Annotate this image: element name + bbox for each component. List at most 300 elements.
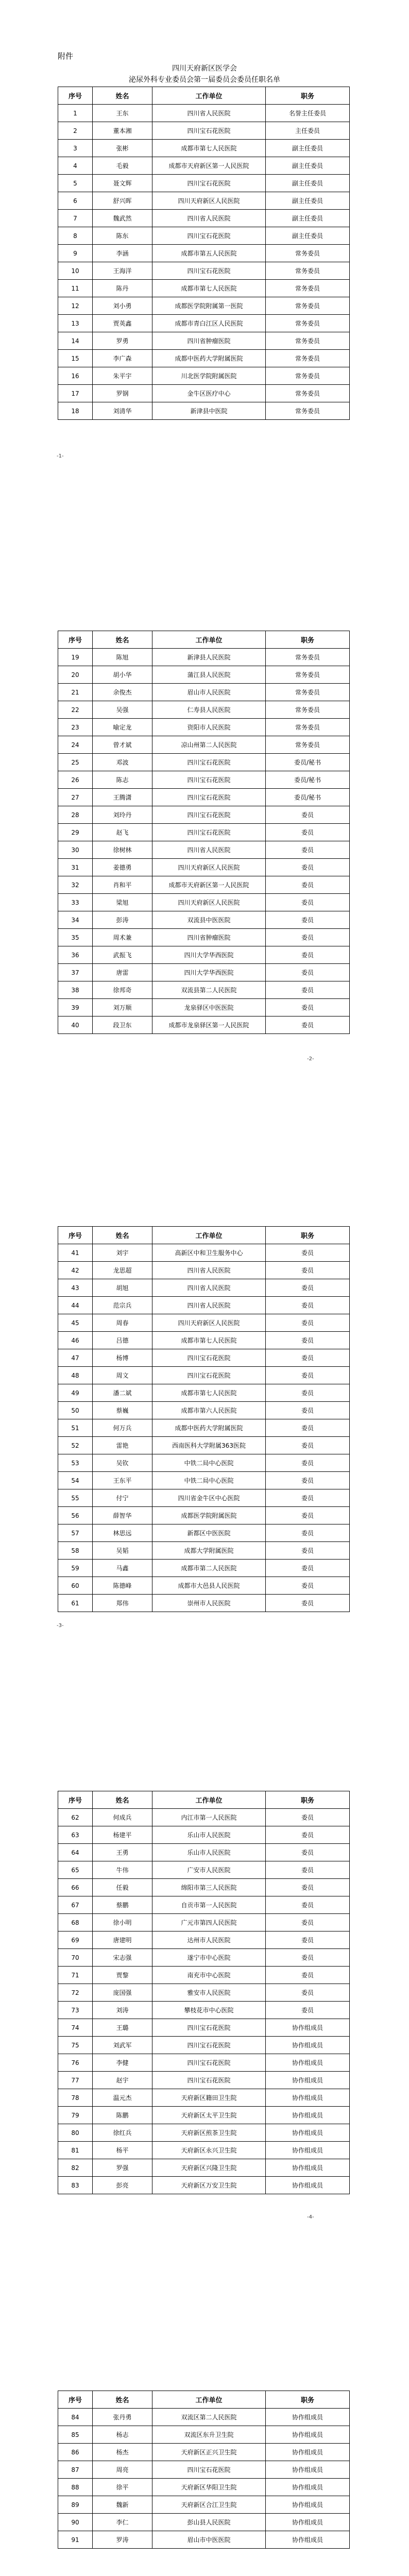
cell-workplace: 四川宝石花医院 xyxy=(152,227,266,245)
cell-workplace: 双流区第二人民医院 xyxy=(152,2409,266,2426)
cell-workplace: 天府新区合江卫生院 xyxy=(152,2496,266,2514)
cell-name: 蔡巍 xyxy=(93,1402,152,1419)
cell-name: 林思远 xyxy=(93,1524,152,1542)
cell-position: 常务委员 xyxy=(266,332,350,350)
cell-name: 贾黎 xyxy=(93,1967,152,1984)
cell-position: 协作组成员 xyxy=(266,2054,350,2072)
cell-workplace: 自贡市第一人民医院 xyxy=(152,1896,266,1914)
table-row xyxy=(58,2177,350,2194)
cell-name: 宋志强 xyxy=(93,1949,152,1967)
header-position: 职务 xyxy=(266,2391,350,2409)
table-row xyxy=(58,210,350,227)
cell-position: 常务委员 xyxy=(266,280,350,297)
cell-position: 副主任委员 xyxy=(266,140,350,157)
cell-workplace: 四川宝石花医院 xyxy=(152,2072,266,2089)
cell-seq: 29 xyxy=(58,824,93,841)
table-row xyxy=(58,2444,350,2461)
cell-seq: 4 xyxy=(58,157,93,175)
cell-seq: 71 xyxy=(58,1967,93,1984)
cell-name: 罗涛 xyxy=(93,2531,152,2549)
table-row xyxy=(58,666,350,684)
cell-name: 杨博 xyxy=(93,1349,152,1367)
cell-workplace: 成都市龙泉驿区第一人民医院 xyxy=(152,1016,266,1034)
cell-seq: 52 xyxy=(58,1437,93,1454)
cell-workplace: 成都市第二人民医院 xyxy=(152,1560,266,1577)
cell-workplace: 四川宝石花医院 xyxy=(152,122,266,140)
cell-name: 刘小勇 xyxy=(93,297,152,315)
cell-workplace: 川北医学院附属医院 xyxy=(152,367,266,385)
cell-seq: 68 xyxy=(58,1914,93,1931)
cell-name: 武振飞 xyxy=(93,946,152,964)
cell-workplace: 西南医科大学附属363医院 xyxy=(152,1437,266,1454)
cell-seq: 43 xyxy=(58,1279,93,1297)
cell-workplace: 龙泉驿区中医医院 xyxy=(152,999,266,1016)
cell-workplace: 四川天府新区人民医院 xyxy=(152,192,266,210)
table-row xyxy=(58,1297,350,1314)
cell-workplace: 四川宝石花医院 xyxy=(152,789,266,806)
cell-name: 陈旭 xyxy=(93,649,152,666)
cell-position: 委员 xyxy=(266,2002,350,2019)
cell-position: 副主任委员 xyxy=(266,175,350,192)
table-row xyxy=(58,876,350,894)
table-row xyxy=(58,649,350,666)
cell-name: 段卫东 xyxy=(93,1016,152,1034)
cell-position: 委员/秘书 xyxy=(266,754,350,771)
cell-name: 郑伟 xyxy=(93,1595,152,1612)
table-row xyxy=(58,1542,350,1560)
cell-workplace: 四川宝石花医院 xyxy=(152,1367,266,1384)
table-row xyxy=(58,1489,350,1507)
table-row xyxy=(58,999,350,1016)
cell-position: 委员 xyxy=(266,1984,350,2002)
header-seq: 序号 xyxy=(58,1227,93,1244)
cell-name: 周亮 xyxy=(93,2461,152,2479)
cell-position: 常务委员 xyxy=(266,684,350,701)
table-row xyxy=(58,1279,350,1297)
cell-workplace: 双流县中医医院 xyxy=(152,911,266,929)
cell-workplace: 眉山市中医医院 xyxy=(152,2531,266,2549)
cell-position: 名誉主任委员 xyxy=(266,105,350,122)
table-row xyxy=(58,2461,350,2479)
cell-name: 庞国强 xyxy=(93,1984,152,2002)
cell-seq: 76 xyxy=(58,2054,93,2072)
roster-table-page4 xyxy=(58,1791,350,2194)
table-row xyxy=(58,754,350,771)
cell-seq: 42 xyxy=(58,1262,93,1279)
cell-workplace: 天府新区万安卫生院 xyxy=(152,2177,266,2194)
cell-seq: 7 xyxy=(58,210,93,227)
cell-position: 委员 xyxy=(266,806,350,824)
cell-name: 陈德峰 xyxy=(93,1577,152,1595)
cell-seq: 36 xyxy=(58,946,93,964)
table-row xyxy=(58,981,350,999)
cell-position: 委员 xyxy=(266,1967,350,1984)
cell-name: 罗勇 xyxy=(93,332,152,350)
cell-position: 委员 xyxy=(266,1419,350,1437)
cell-name: 唐雷 xyxy=(93,964,152,981)
cell-workplace: 天府新区华阳卫生院 xyxy=(152,2479,266,2496)
header-position: 职务 xyxy=(266,631,350,649)
cell-position: 协作组成员 xyxy=(266,2177,350,2194)
cell-workplace: 四川省人民医院 xyxy=(152,210,266,227)
table-row xyxy=(58,332,350,350)
cell-name: 王海洋 xyxy=(93,262,152,280)
cell-position: 副主任委员 xyxy=(266,192,350,210)
cell-seq: 88 xyxy=(58,2479,93,2496)
cell-name: 龙思超 xyxy=(93,1262,152,1279)
cell-name: 徐邦奇 xyxy=(93,981,152,999)
cell-name: 姜德勇 xyxy=(93,859,152,876)
roster-table-page2 xyxy=(58,631,350,1034)
cell-seq: 21 xyxy=(58,684,93,701)
cell-position: 委员 xyxy=(266,1542,350,1560)
cell-name: 何万兵 xyxy=(93,1419,152,1437)
cell-name: 唐建明 xyxy=(93,1931,152,1949)
cell-seq: 61 xyxy=(58,1595,93,1612)
cell-position: 委员 xyxy=(266,1879,350,1896)
cell-seq: 46 xyxy=(58,1332,93,1349)
cell-seq: 70 xyxy=(58,1949,93,1967)
cell-name: 吴强 xyxy=(93,701,152,719)
cell-name: 赵宇 xyxy=(93,2072,152,2089)
cell-name: 杨杰 xyxy=(93,2444,152,2461)
cell-position: 常务委员 xyxy=(266,402,350,420)
cell-name: 任毅 xyxy=(93,1879,152,1896)
cell-workplace: 成都中医药大学附属医院 xyxy=(152,350,266,367)
cell-position: 协作组成员 xyxy=(266,2037,350,2054)
cell-workplace: 四川宝石花医院 xyxy=(152,2019,266,2037)
cell-name: 薛智华 xyxy=(93,1507,152,1524)
cell-position: 委员 xyxy=(266,911,350,929)
cell-name: 陈鹏 xyxy=(93,2107,152,2124)
cell-workplace: 四川宝石花医院 xyxy=(152,2054,266,2072)
cell-position: 协作组成员 xyxy=(266,2142,350,2159)
cell-name: 李涵 xyxy=(93,245,152,262)
cell-seq: 85 xyxy=(58,2426,93,2444)
cell-workplace: 乐山市人民医院 xyxy=(152,1826,266,1844)
cell-seq: 26 xyxy=(58,771,93,789)
cell-position: 委员 xyxy=(266,1016,350,1034)
cell-position: 委员 xyxy=(266,1262,350,1279)
table-row xyxy=(58,1524,350,1542)
table-row xyxy=(58,894,350,911)
table-row xyxy=(58,1826,350,1844)
cell-workplace: 成都市第七人民医院 xyxy=(152,1384,266,1402)
cell-position: 委员 xyxy=(266,1489,350,1507)
cell-position: 委员 xyxy=(266,824,350,841)
table-row xyxy=(58,701,350,719)
cell-position: 协作组成员 xyxy=(266,2019,350,2037)
cell-workplace: 四川大学华西医院 xyxy=(152,946,266,964)
cell-name: 王璐 xyxy=(93,2019,152,2037)
table-row xyxy=(58,2496,350,2514)
cell-workplace: 蒲江县人民医院 xyxy=(152,666,266,684)
table-row xyxy=(58,2037,350,2054)
cell-name: 杨平 xyxy=(93,2142,152,2159)
cell-workplace: 四川省人民医院 xyxy=(152,1297,266,1314)
cell-seq: 56 xyxy=(58,1507,93,1524)
cell-workplace: 四川省肿瘤医院 xyxy=(152,332,266,350)
header-name: 姓名 xyxy=(93,87,152,105)
roster-table-page5 xyxy=(58,2391,350,2549)
cell-position: 委员 xyxy=(266,841,350,859)
cell-workplace: 双流县第二人民医院 xyxy=(152,981,266,999)
cell-position: 委员 xyxy=(266,1437,350,1454)
cell-position: 委员 xyxy=(266,1931,350,1949)
cell-position: 委员 xyxy=(266,1809,350,1826)
cell-position: 委员 xyxy=(266,1472,350,1489)
table-row xyxy=(58,2019,350,2037)
cell-workplace: 四川省人民医院 xyxy=(152,105,266,122)
header-seq: 序号 xyxy=(58,2391,93,2409)
cell-name: 赵飞 xyxy=(93,824,152,841)
cell-name: 潘二斌 xyxy=(93,1384,152,1402)
table-row xyxy=(58,315,350,332)
table-row xyxy=(58,1896,350,1914)
cell-position: 委员 xyxy=(266,1454,350,1472)
cell-name: 余俊杰 xyxy=(93,684,152,701)
cell-name: 付宁 xyxy=(93,1489,152,1507)
table-row xyxy=(58,806,350,824)
cell-position: 协作组成员 xyxy=(266,2426,350,2444)
cell-seq: 30 xyxy=(58,841,93,859)
cell-name: 徐平 xyxy=(93,2479,152,2496)
table-row xyxy=(58,1984,350,2002)
cell-name: 刘清华 xyxy=(93,402,152,420)
cell-workplace: 天府新区正兴卫生院 xyxy=(152,2444,266,2461)
table-row xyxy=(58,719,350,736)
cell-position: 常务委员 xyxy=(266,297,350,315)
cell-seq: 19 xyxy=(58,649,93,666)
cell-position: 常务委员 xyxy=(266,350,350,367)
table-header-row xyxy=(58,1791,350,1809)
cell-position: 副主任委员 xyxy=(266,157,350,175)
cell-name: 喻定龙 xyxy=(93,719,152,736)
cell-position: 委员 xyxy=(266,1914,350,1931)
cell-seq: 91 xyxy=(58,2531,93,2549)
cell-position: 委员 xyxy=(266,1524,350,1542)
table-row xyxy=(58,824,350,841)
cell-seq: 80 xyxy=(58,2124,93,2142)
cell-seq: 50 xyxy=(58,1402,93,1419)
cell-workplace: 成都市第五人民医院 xyxy=(152,245,266,262)
cell-name: 李健 xyxy=(93,2054,152,2072)
cell-seq: 45 xyxy=(58,1314,93,1332)
cell-seq: 16 xyxy=(58,367,93,385)
table-header-row xyxy=(58,1227,350,1244)
cell-position: 协作组成员 xyxy=(266,2461,350,2479)
cell-seq: 38 xyxy=(58,981,93,999)
header-seq: 序号 xyxy=(58,1791,93,1809)
cell-name: 徐红兵 xyxy=(93,2124,152,2142)
cell-workplace: 四川宝石花医院 xyxy=(152,262,266,280)
title-line1: 四川天府新区医学会 xyxy=(172,64,237,73)
table-row xyxy=(58,1914,350,1931)
cell-name: 马鑫 xyxy=(93,1560,152,1577)
cell-name: 张彬 xyxy=(93,140,152,157)
cell-seq: 73 xyxy=(58,2002,93,2019)
header-workplace: 工作单位 xyxy=(152,87,266,105)
table-row xyxy=(58,1844,350,1861)
cell-seq: 77 xyxy=(58,2072,93,2089)
cell-seq: 62 xyxy=(58,1809,93,1826)
cell-seq: 23 xyxy=(58,719,93,736)
table-header-row xyxy=(58,87,350,105)
header-seq: 序号 xyxy=(58,631,93,649)
table-row xyxy=(58,227,350,245)
cell-name: 董本湘 xyxy=(93,122,152,140)
cell-position: 协作组成员 xyxy=(266,2496,350,2514)
header-position: 职务 xyxy=(266,87,350,105)
cell-workplace: 四川宝石花医院 xyxy=(152,1349,266,1367)
cell-workplace: 彭山县人民医院 xyxy=(152,2514,266,2531)
cell-seq: 9 xyxy=(58,245,93,262)
cell-workplace: 高新区中和卫生服务中心 xyxy=(152,1244,266,1262)
table-row xyxy=(58,1349,350,1367)
cell-seq: 78 xyxy=(58,2089,93,2107)
cell-seq: 3 xyxy=(58,140,93,157)
cell-workplace: 四川宝石花医院 xyxy=(152,771,266,789)
cell-name: 罗强 xyxy=(93,2159,152,2177)
roster-table-page1 xyxy=(58,87,350,420)
table-row xyxy=(58,1507,350,1524)
cell-position: 委员 xyxy=(266,1384,350,1402)
cell-workplace: 南充市中心医院 xyxy=(152,1967,266,1984)
cell-seq: 13 xyxy=(58,315,93,332)
cell-workplace: 成都大学附属医院 xyxy=(152,1542,266,1560)
table-row xyxy=(58,1384,350,1402)
cell-workplace: 仁寿县人民医院 xyxy=(152,701,266,719)
cell-position: 协作组成员 xyxy=(266,2444,350,2461)
cell-position: 委员 xyxy=(266,876,350,894)
cell-seq: 22 xyxy=(58,701,93,719)
table-row xyxy=(58,1949,350,1967)
cell-seq: 49 xyxy=(58,1384,93,1402)
table-row xyxy=(58,1332,350,1349)
header-name: 姓名 xyxy=(93,1791,152,1809)
title-line2: 泌尿外科专业委员会第一届委员会委员任职名单 xyxy=(129,76,280,84)
cell-workplace: 新都区中医医院 xyxy=(152,1524,266,1542)
cell-seq: 90 xyxy=(58,2514,93,2531)
header-seq: 序号 xyxy=(58,87,93,105)
cell-position: 委员 xyxy=(266,1507,350,1524)
cell-seq: 6 xyxy=(58,192,93,210)
cell-seq: 65 xyxy=(58,1861,93,1879)
cell-name: 刘宇 xyxy=(93,1244,152,1262)
cell-name: 彭亮 xyxy=(93,2177,152,2194)
cell-workplace: 四川省人民医院 xyxy=(152,841,266,859)
header-name: 姓名 xyxy=(93,631,152,649)
cell-name: 魏新 xyxy=(93,2496,152,2514)
cell-name: 陈志 xyxy=(93,771,152,789)
cell-workplace: 广安市人民医院 xyxy=(152,1861,266,1879)
cell-position: 委员 xyxy=(266,1949,350,1967)
cell-seq: 89 xyxy=(58,2496,93,2514)
table-row xyxy=(58,1861,350,1879)
cell-seq: 84 xyxy=(58,2409,93,2426)
cell-name: 牛伟 xyxy=(93,1861,152,1879)
cell-position: 委员 xyxy=(266,1560,350,1577)
cell-seq: 69 xyxy=(58,1931,93,1949)
cell-seq: 44 xyxy=(58,1297,93,1314)
cell-workplace: 四川宝石花医院 xyxy=(152,824,266,841)
cell-position: 主任委员 xyxy=(266,122,350,140)
cell-workplace: 凉山州第二人民医院 xyxy=(152,736,266,754)
cell-position: 委员 xyxy=(266,946,350,964)
cell-position: 委员 xyxy=(266,1896,350,1914)
cell-workplace: 成都市第六人民医院 xyxy=(152,1402,266,1419)
cell-position: 委员 xyxy=(266,1297,350,1314)
cell-position: 委员 xyxy=(266,981,350,999)
cell-seq: 53 xyxy=(58,1454,93,1472)
cell-seq: 67 xyxy=(58,1896,93,1914)
cell-workplace: 四川天府新区人民医院 xyxy=(152,859,266,876)
cell-workplace: 成都市天府新区第一人民医院 xyxy=(152,157,266,175)
cell-workplace: 四川大学华西医院 xyxy=(152,964,266,981)
cell-name: 蔡鹏 xyxy=(93,1896,152,1914)
cell-seq: 5 xyxy=(58,175,93,192)
cell-name: 王东平 xyxy=(93,1472,152,1489)
table-row xyxy=(58,841,350,859)
table-row xyxy=(58,2159,350,2177)
table-row xyxy=(58,771,350,789)
cell-name: 周术兼 xyxy=(93,929,152,946)
attachment-label: 附件 xyxy=(58,52,74,61)
cell-name: 毛毅 xyxy=(93,157,152,175)
cell-name: 胡旭 xyxy=(93,1279,152,1297)
cell-seq: 41 xyxy=(58,1244,93,1262)
table-row xyxy=(58,350,350,367)
cell-seq: 60 xyxy=(58,1577,93,1595)
table-header-row xyxy=(58,631,350,649)
table-row xyxy=(58,2142,350,2159)
cell-seq: 27 xyxy=(58,789,93,806)
header-name: 姓名 xyxy=(93,1227,152,1244)
cell-position: 委员 xyxy=(266,1861,350,1879)
cell-name: 彭涛 xyxy=(93,911,152,929)
page-number: -1- xyxy=(57,453,64,459)
cell-name: 曾才斌 xyxy=(93,736,152,754)
table-row xyxy=(58,157,350,175)
cell-position: 委员 xyxy=(266,1244,350,1262)
cell-name: 刘涛 xyxy=(93,2002,152,2019)
cell-name: 梁旭 xyxy=(93,894,152,911)
cell-workplace: 四川宝石花医院 xyxy=(152,754,266,771)
cell-workplace: 攀枝花市中心医院 xyxy=(152,2002,266,2019)
cell-seq: 55 xyxy=(58,1489,93,1507)
table-row xyxy=(58,1402,350,1419)
cell-seq: 48 xyxy=(58,1367,93,1384)
cell-workplace: 天府新区太平卫生院 xyxy=(152,2107,266,2124)
header-workplace: 工作单位 xyxy=(152,1227,266,1244)
cell-seq: 47 xyxy=(58,1349,93,1367)
cell-workplace: 四川宝石花医院 xyxy=(152,2037,266,2054)
cell-name: 李广森 xyxy=(93,350,152,367)
cell-name: 魏武然 xyxy=(93,210,152,227)
cell-seq: 37 xyxy=(58,964,93,981)
cell-seq: 40 xyxy=(58,1016,93,1034)
cell-workplace: 内江市第一人民医院 xyxy=(152,1809,266,1826)
cell-workplace: 新津县人民医院 xyxy=(152,649,266,666)
table-row xyxy=(58,2426,350,2444)
cell-workplace: 雅安市人民医院 xyxy=(152,1984,266,2002)
header-workplace: 工作单位 xyxy=(152,2391,266,2409)
table-row xyxy=(58,1454,350,1472)
cell-name: 杨建平 xyxy=(93,1826,152,1844)
table-row xyxy=(58,280,350,297)
cell-name: 陈丹 xyxy=(93,280,152,297)
cell-workplace: 四川省人民医院 xyxy=(152,1262,266,1279)
